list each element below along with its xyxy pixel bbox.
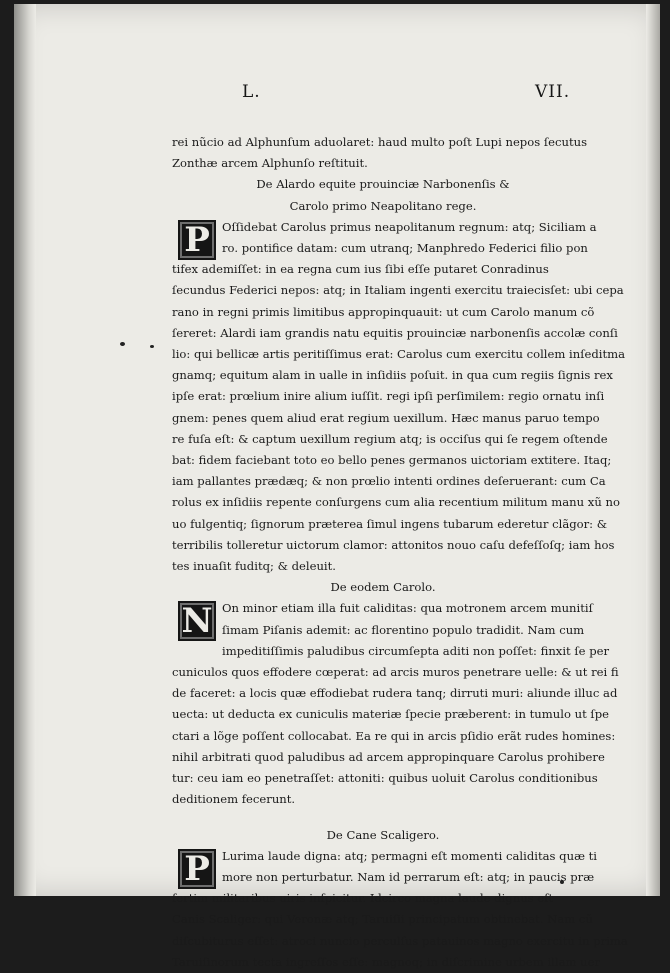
text-line: Taruiſinorum tecta ingreſſos eſſe: magnoq; in diſcrimine urbem illam uer — [172, 954, 601, 969]
text-line: more non perturbatur. Nam id perrarum eſt: atq; in paucis præ — [222, 869, 595, 884]
text-line: ctari a lõge poſſent collocabat. Ea re qui in arcis pſidio erãt rudes homines: — [172, 728, 616, 743]
text-line: uecta: ut deducta ex cuniculis materiæ ſpecie præberent: in tumulo ut ſpe — [172, 707, 609, 722]
text-line: lio: qui bellicæ artis peritiſſimus erat: Carolus cum exercitu collem inſeditma — [172, 347, 626, 362]
text-line: iam pallantes prædæq; & non prœlio intenti ordines deſeruerant: cum Ca — [172, 474, 606, 489]
text-line: tur: ceu iam eo penetraſſet: attoniti: quibus uoluit Carolus conditionibus — [172, 771, 598, 786]
paragraph — [172, 598, 619, 810]
section-heading: Carolo primo Neapolitano rege. — [289, 198, 477, 213]
section-heading: De Cane Scaligero. — [326, 827, 440, 842]
text-line: cuniculos quos effodere cœperat: ad arcis muros penetrare uelle: & ut rei fi — [172, 665, 619, 680]
text-line: rano in regni primis limitibus appropinquauit: ut cum Carolo manum cõ — [172, 304, 595, 319]
book-page — [14, 4, 660, 969]
header-folio-number: VII. — [535, 82, 571, 102]
text-line: diſcubiturus eſſet: atroci nuncio perculſus patauinos magno exercitu in prima — [172, 933, 628, 948]
decorated-initial: P — [178, 220, 216, 260]
text-line: bat: fidem faciebant toto eo bello penes germanos uictoriam extitere. Itaq; — [172, 453, 612, 468]
text-line: gnem: penes quem aliud erat regium uexillum. Hæc manus paruo tempo — [172, 410, 600, 425]
text-line: tifex ademiſſet: in ea regna cum ius ſibi eſſe putaret Conradinus — [172, 262, 549, 277]
text-line: impeditiſſimis paludibus circumſepta aditi non poſſet: finxit ſe per — [222, 643, 610, 658]
text-line: Zonthæ arcem Alphunſo reſtituit. — [172, 156, 368, 171]
text-line: gnamq; equitum alam in ualle in inſidiis poſuit. in qua cum regiis ſignis rex — [172, 368, 613, 383]
body-text — [172, 132, 628, 973]
text-line: ro. pontifice datam: cum utranq; Manphredo Federici filio pon — [222, 241, 588, 256]
text-line: On minor etiam illa fuit caliditas: qua motronem arcem munitiſ — [222, 601, 593, 616]
text-line: Canis Scaliger: qui Veronæ atq; Taruiſii principatum obtinebat. Nam cũ — [172, 912, 593, 927]
text-line: terribilis tolleretur uictorum clamor: attonitos nouo caſu defeſſoſq; iam hos — [172, 537, 615, 552]
header-signature: L. — [242, 82, 261, 102]
text-line: re fuſa eſt: & captum uexillum regium atq; is occiſus qui ſe regem oſtende — [172, 431, 608, 446]
section-spacer — [172, 811, 594, 825]
text-line: de faceret: a locis quæ effodiebat rudera tanq; dirruti muri: aliunde illuc ad — [172, 686, 618, 701]
text-line: uo fulgentiq; ſignorum præterea ſimul ingens tubarum ederetur clãgor: & — [172, 516, 608, 531]
ink-speck — [150, 345, 154, 348]
text-line: ſertim militaribus uiris inſpicitur. Idcirco magna laude dignus eſt — [172, 891, 554, 906]
text-line: tes inuaſit fuditq; & deleuit. — [172, 559, 336, 574]
text-line: ſecundus Federici nepos: atq; in Italiam ingenti exercitu traiecisſet: ubi cepa — [172, 283, 624, 298]
text-line: nihil arbitrati quod paludibus ad arcem appropinquare Carolus prohibere — [172, 749, 605, 764]
section-heading: De eodem Carolo. — [330, 580, 436, 595]
section-heading: De Alardo equite prouinciæ Narbonenſis & — [256, 177, 510, 192]
text-line: deditionem fecerunt. — [172, 792, 296, 807]
text-line: Oſſidebat Carolus primus neapolitanum regnum: atq; Siciliam a — [222, 219, 597, 234]
text-line: ipſe erat: prœlium inire alium iuſſit. regi ipſi perſimilem: regio ornatu inſi — [172, 389, 605, 404]
text-line: Lurima laude digna: atq; permagni eſt momenti caliditas quæ ti — [222, 848, 598, 863]
text-line: ſereret: Alardi iam grandis natu equitis prouinciæ narbonenſis accolæ conſi — [172, 325, 618, 340]
decorated-initial: N — [178, 601, 216, 641]
paragraph — [172, 217, 626, 577]
text-line: rolus ex inſidiis repente conſurgens cum alia recentium militum manu xũ no — [172, 495, 620, 510]
binding-gutter — [14, 4, 36, 896]
text-line: rei nũcio ad Alphunſum aduolaret: haud multo poſt Lupi nepos ſecutus — [172, 135, 588, 149]
text-line: ſimam Piſanis ademit: ac florentino populo tradidit. Nam cum — [222, 622, 585, 637]
decorated-initial: P — [178, 849, 216, 889]
paragraph — [172, 846, 628, 973]
ink-speck — [120, 342, 125, 346]
page-edge — [646, 4, 660, 896]
